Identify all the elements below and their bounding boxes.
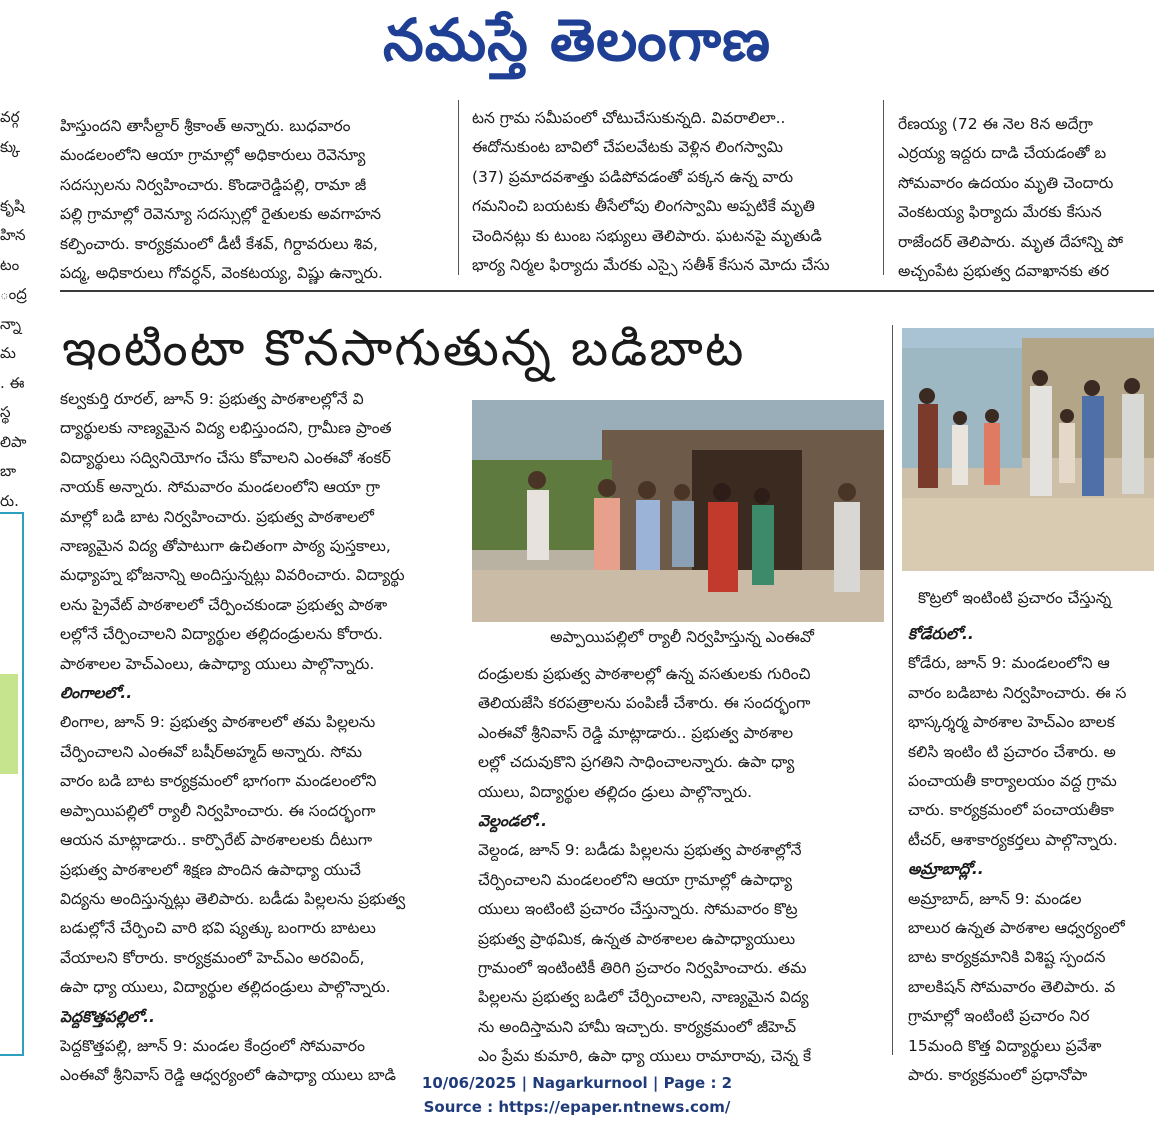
text-line: మాల్లో బడి బాట నిర్వహించారు. ప్రభుత్వ పాఠశాలలో	[60, 507, 374, 526]
subheading-amrabad: అమ్రాబాద్లో..	[908, 860, 984, 879]
top-article-column-2	[472, 104, 870, 280]
text-line: యులు ఇంటింటి ప్రచారం చేస్తున్నారు. సోమవారం కొట్ర	[478, 900, 798, 919]
newspaper-logo: నమస్తే తెలంగాణ	[383, 6, 771, 74]
text-line: సదస్సులను నిర్వహించారు. కొండారెడ్డిపల్లి, రామా జీ	[60, 175, 367, 194]
text-line: నాయక్ అన్నారు. సోమవారం మండలంలోని ఆయా గ్రా	[60, 478, 380, 497]
text-line: తెలియజేసి కరపత్రాలను పంపిణీ చేశారు. ఈ సందర్భంగా	[478, 694, 811, 713]
text-line: లను ప్రైవేట్ పాఠశాలలో చేర్పించకుండా ప్రభుత్వ పాఠశా	[60, 595, 388, 614]
text-line: కోడేరు, జూన్ 9: మండలంలోని ఆ	[908, 654, 1110, 673]
edge-text-line: హిన	[0, 226, 26, 244]
photo-appaipalli-caption: అప్పాయిపల్లిలో ర్యాలీ నిర్వహిస్తున్న ఎంఈవో	[512, 622, 852, 652]
text-line: చెందినట్లు కు టుంబ సభ్యులు తెలిపారు. ఘటనపై మృతుడి	[472, 226, 822, 245]
subheading-peddakothapalli: పెద్దకొత్తపల్లిలో..	[60, 1007, 155, 1026]
text-line: అప్పాయిపల్లిలో ర్యాలీ నిర్వహించారు. ఈ సందర్భంగా	[60, 801, 376, 820]
text-line: ఆయన మాట్లాడారు.. కార్పొరేట్ పాఠశాలలకు దీటుగా	[60, 831, 373, 850]
text-line: ఈదోనుకుంట బావిలో చేపలవేటకు వెళ్లిన లింగస్వామి	[472, 138, 784, 157]
text-line: పంచాయతీ కార్యాలయం వద్ద గ్రామ	[908, 772, 1117, 791]
cut-off-box-band	[0, 674, 18, 774]
text-line: వారం బడిబాట నిర్వహించారు. ఈ స	[908, 683, 1127, 702]
photo-kotra-campaign	[902, 328, 1154, 571]
text-line: లల్లో చదువుకొని ప్రగతిని సాధించాలన్నారు. ఉపా ధ్యా	[478, 753, 795, 772]
edge-text-line: కృషి	[0, 196, 25, 215]
text-line: పాఠశాలల హెచ్ఎంలు, ఉపాధ్యా యులు పాల్గొన్నారు.	[60, 654, 375, 673]
text-line: వెల్దండ, జూన్ 9: బడీడు పిల్లలను ప్రభుత్వ పాఠశాల్లోనే	[478, 841, 802, 860]
text-line: బాట కార్యక్రమానికి విశిష్ట స్పందన	[908, 948, 1106, 967]
text-line: విద్యను అందిస్తున్నట్లు తెలిపారు. బడీడు పిల్లలను ప్రభుత్వ	[60, 889, 406, 908]
edge-text-line: ంద్ర	[0, 285, 27, 303]
text-line: ఉపా ధ్యా యులు, విద్యార్థుల తల్లిదండ్రులు పాల్గొన్నారు.	[60, 978, 391, 997]
text-line: టీచర్, ఆశాకార్యకర్తలు పాల్గొన్నారు.	[908, 830, 1118, 849]
subheading-veldanda: వెల్దండలో..	[478, 812, 548, 831]
text-line: దండ్రులకు ప్రభుత్వ పాఠశాలల్లో ఉన్న వసతులకు గురించి	[478, 665, 811, 683]
text-line: లల్లోనే చేర్పించాలని విద్యార్థుల తల్లిదండ్రులను కోరారు.	[60, 625, 383, 644]
text-line: నాణ్యమైన విద్య తోపాటుగా ఉచితంగా పాఠ్య పుస్తకాలు,	[60, 537, 391, 556]
text-line: గ్రామంలో ఇంటింటికీ తిరిగి ప్రచారం నిర్వహించారు. తమ	[478, 959, 807, 978]
subheading-koderu: కోడేరులో..	[908, 625, 974, 643]
edge-text-line: వర్గ	[0, 108, 20, 126]
text-line: కల్వకుర్తి రూరల్, జూన్ 9: ప్రభుత్వ పాఠశాలల్లోనే వి	[60, 390, 364, 408]
text-line: చేర్పించాలని ఎంఈవో బషీర్అహ్మద్ అన్నారు. సోమ	[60, 742, 362, 761]
column-divider	[892, 325, 893, 1055]
text-line: అచ్చంపేట ప్రభుత్వ దవాఖానకు తర	[898, 262, 1110, 281]
text-line: మండలంలోని ఆయా గ్రామాల్లో అధికారులు రెవెన్యూ	[60, 146, 366, 165]
footer-date-line: 10/06/2025 | Nagarkurnool | Page : 2	[421, 1074, 733, 1092]
text-line: మధ్యాహ్న భోజనాన్ని అందిస్తున్నట్లు వివరించారు. విద్యార్థు	[60, 566, 405, 585]
text-line: ఎర్రయ్య ఇద్దరు దాడి చేయడంతో బ	[898, 144, 1107, 163]
column-divider	[458, 100, 459, 275]
text-line: ను అందిస్తామని హామీ ఇచ్చారు. కార్యక్రమంలో జీహెచ్	[478, 1017, 796, 1036]
photo-appaipalli-rally-image	[472, 400, 884, 622]
text-line: అమ్రాబాద్, జూన్ 9: మండల	[908, 889, 1082, 908]
column-divider	[883, 100, 884, 275]
edge-text-line: న్నా	[0, 314, 22, 333]
photo-appaipalli-rally	[472, 400, 884, 622]
edge-text-line: మ	[0, 344, 16, 362]
footer-source-line: Source : https://epaper.ntnews.com/	[423, 1098, 731, 1116]
text-line: ప్రభుత్వ ప్రాథమిక, ఉన్నత పాఠశాలల ఉపాధ్యాయులు	[478, 929, 796, 948]
text-line: వెంకటయ్య ఫిర్యాదు మేరకు కేసున	[898, 203, 1102, 222]
text-line: బాలుర ఉన్నత పాఠశాల ఆధ్వర్యంలో	[908, 919, 1125, 938]
text-line: పిల్లలను ప్రభుత్వ బడిలో చేర్పించాలని, నాణ్యమైన విద్య	[478, 988, 809, 1007]
photo-kotra-caption: కొట్రలో ఇంటింటి ప్రచారం చేస్తున్న	[918, 583, 1154, 613]
edge-text-line: లిపా	[0, 432, 27, 451]
left-edge-column	[0, 103, 30, 516]
text-line: చేర్పించాలని మండలంలోని ఆయా గ్రామాల్లో ఉపాధ్యా	[478, 870, 793, 889]
text-line: 15మంది కొత్త విద్యార్థులు ప్రవేశా	[908, 1036, 1102, 1055]
edge-text-line	[0, 162, 30, 192]
text-line: ద్యార్థులకు నాణ్యమైన విద్య లభిస్తుందని, గ్రామీణ ప్రాంత	[60, 419, 392, 438]
edge-text-line: . ఈ	[0, 373, 25, 392]
text-line: ప్రభుత్వ పాఠశాలలో శిక్షణ పొందిన ఉపాధ్యా యుచే	[60, 860, 361, 879]
text-line: పల్లి గ్రామాల్లో రెవెన్యూ సదస్సుల్లో రైతులకు అవగాహన	[60, 205, 381, 224]
main-article-column-2	[478, 660, 882, 1072]
photo-kotra-campaign-image	[902, 328, 1154, 571]
text-line: హిస్తుందని తాసీల్దార్ శ్రీకాంత్ అన్నారు. బుధవారం	[60, 117, 351, 135]
text-line: పద్మ, అధికారులు గోవర్ధన్, వెంకటయ్య, విష్ణు ఉన్నారు.	[60, 264, 383, 283]
text-line: పారు. కార్యక్రమంలో ప్రధానోపా	[908, 1066, 1088, 1085]
text-line: ఎంఈవో శ్రీనివాస్ రెడ్డి ఆధ్వర్యంలో ఉపాధ్యా యులు బాడి	[60, 1066, 396, 1085]
text-line: ఎంఈవో శ్రీనివాస్ రెడ్డి మాట్లాడారు.. ప్రభుత్వ పాఠశాల	[478, 723, 794, 742]
text-line: భార్య నిర్మల ఫిర్యాదు మేరకు ఎస్సై సతీశ్ కేసున మోదు చేసు	[472, 256, 830, 275]
text-line: లింగాల, జూన్ 9: ప్రభుత్వ పాఠశాలలో తమ పిల్లలను	[60, 713, 376, 732]
main-article-column-1	[60, 385, 462, 1091]
edge-text-line: స్థ	[0, 403, 11, 421]
text-line: వారం బడి బాట కార్యక్రమంలో భాగంగా మండలంలోని	[60, 772, 377, 791]
text-line: బడుల్లోనే చేర్పించి వారి భవి ష్యత్కు బంగారు బాటలు	[60, 919, 376, 938]
text-line: కలిసి ఇంటిం టి ప్రచారం చేశారు. అ	[908, 742, 1116, 761]
top-article-column-3	[898, 110, 1154, 286]
text-line: వేయాలని కోరారు. కార్యక్రమంలో హెచ్ఎం అరవింద్,	[60, 948, 365, 967]
headline: ఇంటింటా కొనసాగుతున్న బడిబాట	[62, 319, 746, 377]
text-line: కల్పించారు. కార్యక్రమంలో డీటీ కేశవ్, గిర్దావరులు శివ,	[60, 234, 378, 253]
subheading-lingala: లింగాలలో..	[60, 684, 133, 703]
text-line: బాలకిషన్ సోమవారం తెలిపారు. వ	[908, 977, 1116, 996]
text-line: విద్యార్థులు సద్వినియోగం చేసు కోవాలని ఎంఈవో శంకర్	[60, 448, 391, 467]
text-line: టన గ్రామ సమీపంలో చోటుచేసుకున్నది. వివరాలిలా..	[472, 109, 786, 127]
text-line: సోమవారం ఉదయం మృతి చెందారు	[898, 173, 1114, 192]
edge-text-line: బా	[0, 462, 17, 480]
main-article-column-3	[908, 620, 1154, 1091]
edge-text-line: రు.	[0, 491, 19, 510]
edge-text-line: క్కు	[0, 137, 21, 156]
text-line: గ్రామాల్లో ఇంటింటి ప్రచారం నిర	[908, 1007, 1090, 1026]
section-divider	[60, 290, 1154, 292]
text-line: పెద్దకొత్తపల్లి, జూన్ 9: మండల కేంద్రంలో సోమవారం	[60, 1036, 365, 1055]
text-line: యులు, విద్యార్థుల తల్లిదం డ్రులు పాల్గొన్నారు.	[478, 782, 753, 801]
text-line: రేణయ్య (72 ఈ నెల 8న అదేగ్రా	[898, 115, 1093, 133]
text-line: చారు. కార్యక్రమంలో పంచాయతీకా	[908, 801, 1114, 820]
text-line: ఎం ప్రేమ కుమారి, ఉపా ధ్యా యులు రామారావు, చెన్న కే	[478, 1047, 812, 1066]
text-line: భాస్కర్శర్మ పాఠశాల హెచ్ఎం బాలక	[908, 713, 1115, 732]
text-line: గమనించి బయటకు తీసేలోపు లింగస్వామి అప్పటికే మృతి	[472, 197, 815, 216]
text-line: (37) ప్రమాదవశాత్తు పడిపోవడంతో పక్కన ఉన్న వారు	[472, 167, 794, 186]
masthead	[0, 0, 1154, 80]
text-line: రాజేందర్ తెలిపారు. మృత దేహాన్ని పో	[898, 232, 1124, 251]
cut-off-box	[0, 512, 24, 1056]
top-article-column-1	[60, 112, 445, 288]
edge-text-line: టం	[0, 255, 20, 274]
